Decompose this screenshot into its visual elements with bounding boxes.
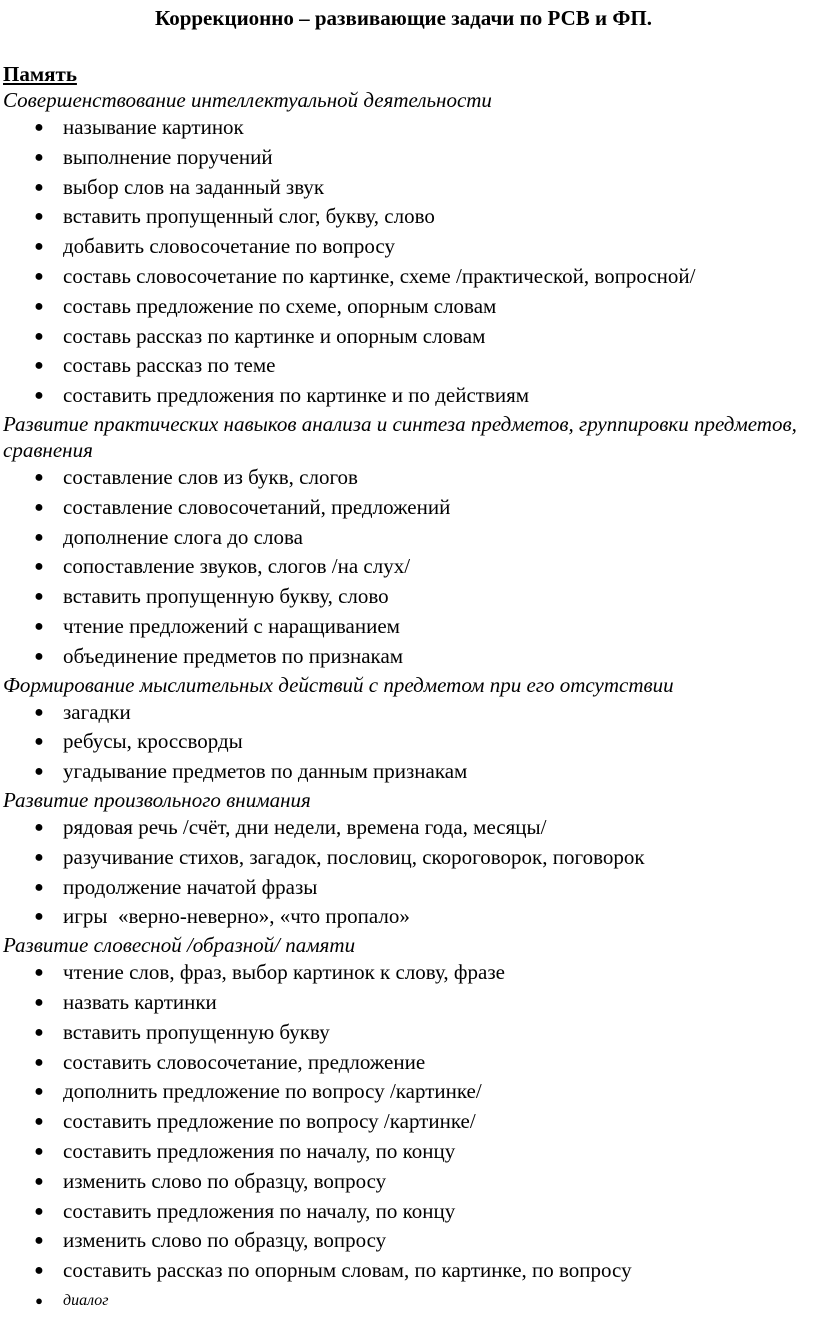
list-item — [3, 582, 804, 612]
subsection-title: Развитие практических навыков анализа и синтеза предметов, группировки предметов, сравнения — [3, 411, 797, 462]
bullet-icon — [33, 642, 45, 672]
bullet-icon — [33, 173, 45, 203]
list-item — [3, 202, 804, 232]
list-item-text: составить предложения по началу, по концу — [63, 1198, 456, 1223]
list-item-text: изменить слово по образцу, вопросу — [63, 1168, 387, 1193]
list-item — [3, 1167, 804, 1197]
bullet-icon — [33, 463, 45, 493]
list-item-text: составление словосочетаний, предложений — [63, 494, 451, 519]
list-item-text: составить словосочетание, предложение — [63, 1049, 426, 1074]
bullet-icon — [33, 1077, 45, 1107]
list-item-text: составь рассказ по картинке и опорным словам — [63, 323, 486, 348]
bullet-icon — [33, 1018, 45, 1048]
bullet-icon — [33, 292, 45, 322]
bullet-icon — [33, 757, 45, 787]
bullet-icon — [33, 988, 45, 1018]
bullet-icon — [33, 1167, 45, 1197]
list-item-text: выполнение поручений — [63, 144, 273, 169]
list-item — [3, 232, 804, 262]
bullet-icon — [33, 232, 45, 262]
bullet-list — [3, 463, 804, 672]
list-item-text: вставить пропущенный слог, букву, слово — [63, 204, 435, 229]
list-item-text: загадки — [63, 699, 131, 724]
list-item-text: составь словосочетание по картинке, схеме /практической, вопросной/ — [63, 263, 696, 288]
list-item — [3, 262, 804, 292]
bullet-icon — [33, 698, 45, 728]
list-item-text: называние картинок — [63, 115, 244, 139]
list-item — [3, 757, 804, 787]
bullet-icon — [33, 1286, 45, 1316]
bullet-icon — [33, 1107, 45, 1137]
list-item-text: диалог — [63, 1291, 109, 1309]
bullet-icon — [33, 113, 45, 143]
subsection-title: Совершенствование интеллектуальной деятельности — [3, 88, 492, 112]
bullet-icon — [33, 813, 45, 843]
list-item — [3, 698, 804, 728]
section-heading-memory: Память — [3, 62, 77, 86]
list-item — [3, 351, 804, 381]
list-item-text: ребусы, кроссворды — [63, 729, 243, 754]
list-item — [3, 988, 804, 1018]
bullet-icon — [33, 493, 45, 523]
list-item-text: дополнить предложение по вопросу /картинке/ — [63, 1079, 482, 1104]
list-item-text: вставить пропущенную букву, слово — [63, 584, 389, 609]
list-item — [3, 1197, 804, 1227]
list-item — [3, 873, 804, 903]
bullet-icon — [33, 843, 45, 873]
list-item — [3, 612, 804, 642]
list-item — [3, 1018, 804, 1048]
list-item — [3, 902, 804, 932]
list-item — [3, 958, 804, 988]
bullet-icon — [33, 902, 45, 932]
list-item — [3, 1048, 804, 1078]
list-item-text: рядовая речь /счёт, дни недели, времена года, месяцы/ — [63, 814, 547, 839]
bullet-icon — [33, 1226, 45, 1256]
list-item-text: составь предложение по схеме, опорным словам — [63, 293, 497, 318]
list-item-text: чтение слов, фраз, выбор картинок к слову, фразе — [63, 960, 505, 985]
bullet-list — [3, 698, 804, 787]
bullet-icon — [33, 523, 45, 553]
list-item — [3, 463, 804, 493]
subsection-title: Формирование мыслительных действий с предметом при его отсутствии — [3, 672, 674, 697]
list-item-text: дополнение слога до слова — [63, 524, 303, 549]
list-item — [3, 113, 804, 143]
bullet-icon — [33, 1197, 45, 1227]
list-item — [3, 1286, 804, 1316]
bullet-icon — [33, 582, 45, 612]
bullet-icon — [33, 1048, 45, 1078]
list-item — [3, 843, 804, 873]
bullet-icon — [33, 351, 45, 381]
list-item — [3, 552, 804, 582]
bullet-icon — [33, 322, 45, 352]
list-item — [3, 143, 804, 173]
list-item — [3, 1137, 804, 1167]
list-item-text: составление слов из букв, слогов — [63, 464, 358, 489]
list-item — [3, 1256, 804, 1286]
list-item-text: игры «верно-неверно», «что пропало» — [63, 904, 410, 929]
list-item — [3, 727, 804, 757]
list-item — [3, 173, 804, 203]
list-item — [3, 642, 804, 672]
list-item-text: назвать картинки — [63, 989, 217, 1014]
list-item-text: добавить словосочетание по вопросу — [63, 234, 395, 259]
bullet-icon — [33, 958, 45, 988]
list-item — [3, 381, 804, 411]
bullet-icon — [33, 143, 45, 173]
list-item-text: выбор слов на заданный звук — [63, 174, 325, 199]
bullet-icon — [33, 873, 45, 903]
list-item — [3, 523, 804, 553]
bullet-list — [3, 958, 804, 1316]
bullet-icon — [33, 1137, 45, 1167]
list-item — [3, 292, 804, 322]
list-item-text: продолжение начатой фразы — [63, 874, 318, 899]
list-item-text: составить предложения по началу, по концу — [63, 1138, 456, 1163]
list-item — [3, 1077, 804, 1107]
list-item — [3, 493, 804, 523]
subsection-title: Развитие произвольного внимания — [3, 787, 311, 812]
list-item-text: сопоставление звуков, слогов /на слух/ — [63, 554, 411, 579]
bullet-icon — [33, 1256, 45, 1286]
list-item — [3, 813, 804, 843]
bullet-icon — [33, 381, 45, 411]
list-item-text: вставить пропущенную букву — [63, 1019, 330, 1044]
list-item-text: составь рассказ по теме — [63, 353, 276, 378]
list-item — [3, 1107, 804, 1137]
list-item-text: угадывание предметов по данным признакам — [63, 759, 468, 784]
list-item — [3, 322, 804, 352]
bullet-icon — [33, 202, 45, 232]
list-item-text: изменить слово по образцу, вопросу — [63, 1228, 387, 1253]
list-item-text: чтение предложений с наращиванием — [63, 613, 400, 638]
list-item-text: составить рассказ по опорным словам, по картинке, по вопросу — [63, 1258, 632, 1283]
subsection-title: Развитие словесной /образной/ памяти — [3, 933, 356, 958]
bullet-icon — [33, 262, 45, 292]
document-title: Коррекционно – развивающие задачи по РСВ и ФП. — [155, 6, 652, 30]
list-item-text: составить предложение по вопросу /картинке/ — [63, 1109, 476, 1134]
list-item-text: объединение предметов по признакам — [63, 643, 404, 668]
bullet-icon — [33, 612, 45, 642]
bullet-list — [3, 813, 804, 932]
list-item-text: разучивание стихов, загадок, пословиц, скороговорок, поговорок — [63, 844, 645, 869]
list-item-text: составить предложения по картинке и по действиям — [63, 383, 530, 408]
list-item — [3, 1226, 804, 1256]
bullet-icon — [33, 727, 45, 757]
bullet-list — [3, 113, 804, 411]
bullet-icon — [33, 552, 45, 582]
